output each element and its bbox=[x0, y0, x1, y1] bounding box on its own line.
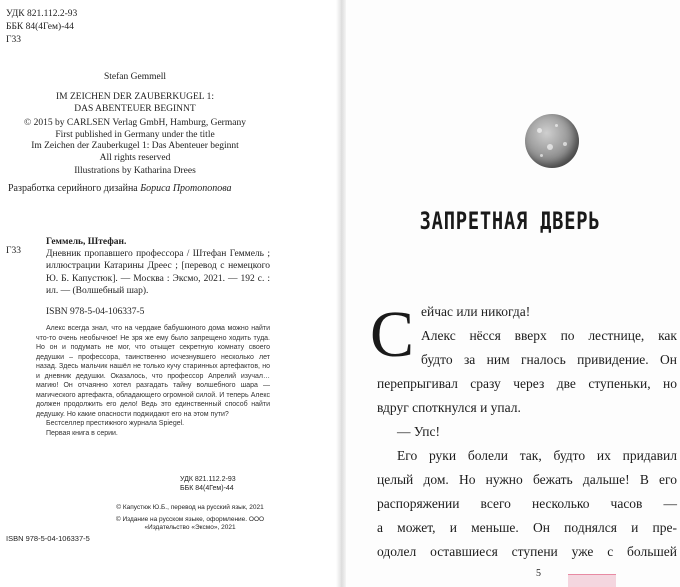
annotation bbox=[36, 324, 270, 438]
udk-code: УДК 821.112.2-93 bbox=[6, 9, 78, 19]
original-title bbox=[0, 92, 270, 115]
body-text-indented bbox=[421, 324, 677, 372]
udk-code-small: УДК 821.112.2-93 bbox=[180, 476, 236, 483]
author-mark: Г33 bbox=[6, 35, 21, 45]
book-gutter bbox=[336, 0, 346, 587]
text-line: одолел оставшиеся ступени уже с большей bbox=[377, 544, 677, 559]
copyright-line: © Капустюк Ю.Б., перевод на русский язык, 2021 bbox=[116, 504, 264, 511]
rights-line: Im Zeichen der Zauberkugel 1: Das Abenteuer beginnt bbox=[31, 141, 239, 151]
bbk-code-small: ББК 84(4Гем)-44 bbox=[180, 485, 234, 492]
rights-notice bbox=[0, 118, 270, 164]
copyright-block bbox=[115, 504, 265, 536]
classification-codes-small bbox=[180, 475, 236, 493]
author-latin: Stefan Gemmell bbox=[104, 72, 166, 82]
moon-illustration bbox=[525, 114, 579, 168]
copyright-line: © Издание на русском языке, оформление. ООО «Издательство «Эксмо», 2021 bbox=[115, 515, 265, 531]
annotation-paragraph: Первая книга в серии. bbox=[46, 429, 118, 437]
classification-codes bbox=[6, 8, 77, 47]
author-mark-biblio: Г33 bbox=[6, 246, 21, 256]
text-line: — Упс! bbox=[397, 424, 440, 439]
body-text bbox=[377, 372, 677, 564]
text-line: будто за ним гналось привидение. Он bbox=[421, 352, 677, 367]
designer-name: Бориса Протопопова bbox=[140, 183, 232, 194]
biblio-text: Дневник пропавшего профессора / Штефан Геммель ; иллюстрации Катарины Дреес ; [перевод с немецкого Ю. Б. Капустюк]. — Москва : Эксмо, 2021. — 192 с. : ил. — (Волшебный шар). bbox=[46, 249, 270, 296]
annotation-paragraph: Алекс всегда знал, что на чердаке бабушкиного дома можно найти что-то очень необычное! Не зря же ему было запрещено ходить туда. Но он и подумать не мог, что отыщет секретную комнату своего дедушки – профессора, таинственно исчезнувшего несколько лет назад. Здесь мальчик нашёл не только кучу старинных артефактов, но и дневник дедушки. Оказалось, что профессор Апрелий изучал… магию! Он отчаянно хотел разгадать тайну волшебного шара — магического артефакта, обладающего огромной силой. И теперь Алекс должен продолжить его дело! Ведь это единственный способ найти дедушку. Но какие опасности поджидают его на этом пути? bbox=[36, 325, 270, 418]
rights-line: All rights reserved bbox=[99, 152, 171, 163]
page-number: 5 bbox=[536, 568, 541, 579]
bbk-code: ББК 84(4Гем)-44 bbox=[6, 22, 74, 32]
text-line: Алекс нёсся вверх по лестнице, как bbox=[421, 328, 677, 343]
original-title-line: IM ZEICHEN DER ZAUBERKUGEL 1: bbox=[56, 92, 214, 102]
chapter-title: ЗАПРЕТНАЯ ДВЕРЬ bbox=[419, 207, 601, 235]
original-title-line: DAS ABENTEUER BEGINNT bbox=[74, 103, 196, 114]
text-line: а может, и меньше. Он поднялся и пре- bbox=[377, 520, 677, 535]
first-line: ейчас или никогда! bbox=[421, 304, 531, 319]
text-line: вдруг споткнулся и упал. bbox=[377, 400, 521, 415]
text-line: распоряжении всего несколько часов — bbox=[377, 496, 677, 511]
right-page bbox=[340, 0, 680, 587]
rights-line: © 2015 by CARLSEN Verlag GmbH, Hamburg, Germany bbox=[24, 118, 246, 128]
design-credit bbox=[8, 183, 232, 194]
rights-line: First published in Germany under the title bbox=[55, 129, 215, 140]
illustrations-credit: Illustrations by Katharina Drees bbox=[74, 166, 196, 176]
isbn-bottom: ISBN 978-5-04-106337-5 bbox=[6, 534, 90, 543]
drop-cap: С bbox=[370, 298, 415, 371]
text-line: целый дом. Но нужно бежать дальше! В его bbox=[377, 472, 677, 487]
annotation-paragraph: Бестселлер престижного журнала Spiegel. bbox=[46, 420, 185, 427]
bibliographic-record bbox=[46, 236, 270, 297]
biblio-author: Геммель, Штефан. bbox=[46, 237, 127, 247]
design-prefix: Разработка серийного дизайна bbox=[8, 183, 138, 194]
text-line: Его руки болели так, будто их придавил bbox=[397, 448, 677, 463]
page-marker bbox=[568, 574, 616, 587]
text-line: перепрыгивал сразу через две ступеньки, но bbox=[377, 376, 677, 391]
isbn: ISBN 978-5-04-106337-5 bbox=[46, 307, 145, 317]
